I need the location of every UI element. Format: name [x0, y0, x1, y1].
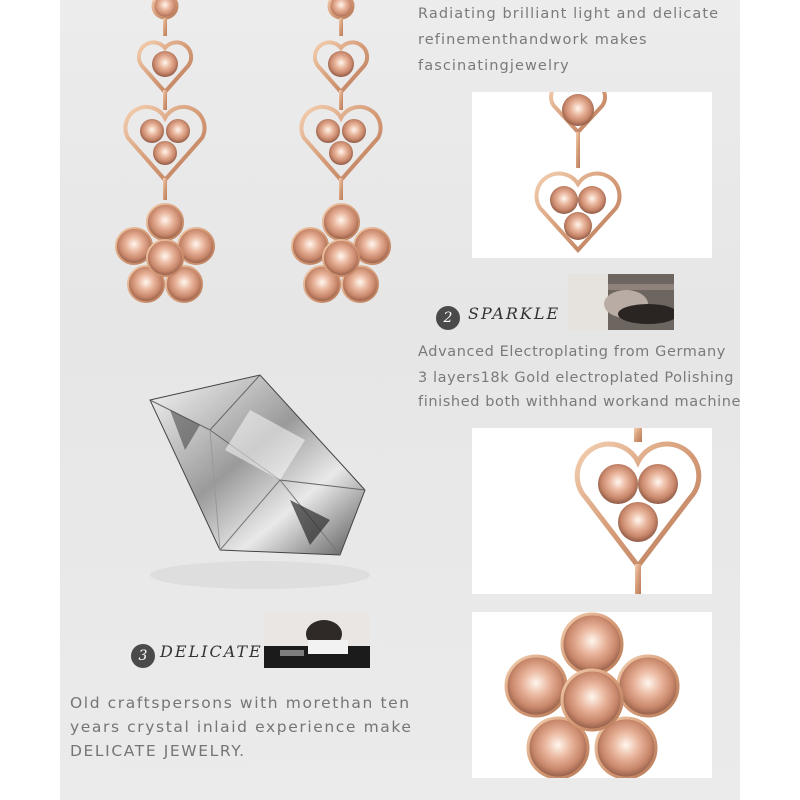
- heart-drop-photo: [472, 92, 712, 258]
- step-3-badge: 3: [131, 644, 155, 668]
- intro-line-3: fascinatingjewelry: [418, 58, 570, 74]
- intro-line-1: Radiating brilliant light and delicate: [418, 6, 720, 22]
- sparkle-line-1: Advanced Electroplating from Germany: [418, 344, 726, 360]
- intro-line-2: refinementhandwork makes: [418, 32, 648, 48]
- delicate-line-2: years crystal inlaid experience make: [70, 718, 413, 736]
- sparkle-line-2: 3 layers18k Gold electroplated Polishing: [418, 370, 735, 386]
- delicate-heading: DELICATE: [160, 642, 263, 661]
- earrings-image: [100, 0, 410, 320]
- delicate-thumbnail: [264, 612, 370, 668]
- step-2-badge: 2: [436, 306, 460, 330]
- flower-closeup-photo: [472, 612, 712, 778]
- delicate-line-3: DELICATE JEWELRY.: [70, 742, 246, 760]
- diamond-image: [130, 370, 390, 600]
- delicate-line-1: Old craftspersons with morethan ten: [70, 694, 411, 712]
- sparkle-line-3: finished both withhand workand machine: [418, 394, 742, 410]
- sparkle-thumbnail: [568, 274, 674, 330]
- sparkle-heading: SPARKLE: [468, 304, 561, 323]
- heart-closeup-photo: [472, 428, 712, 594]
